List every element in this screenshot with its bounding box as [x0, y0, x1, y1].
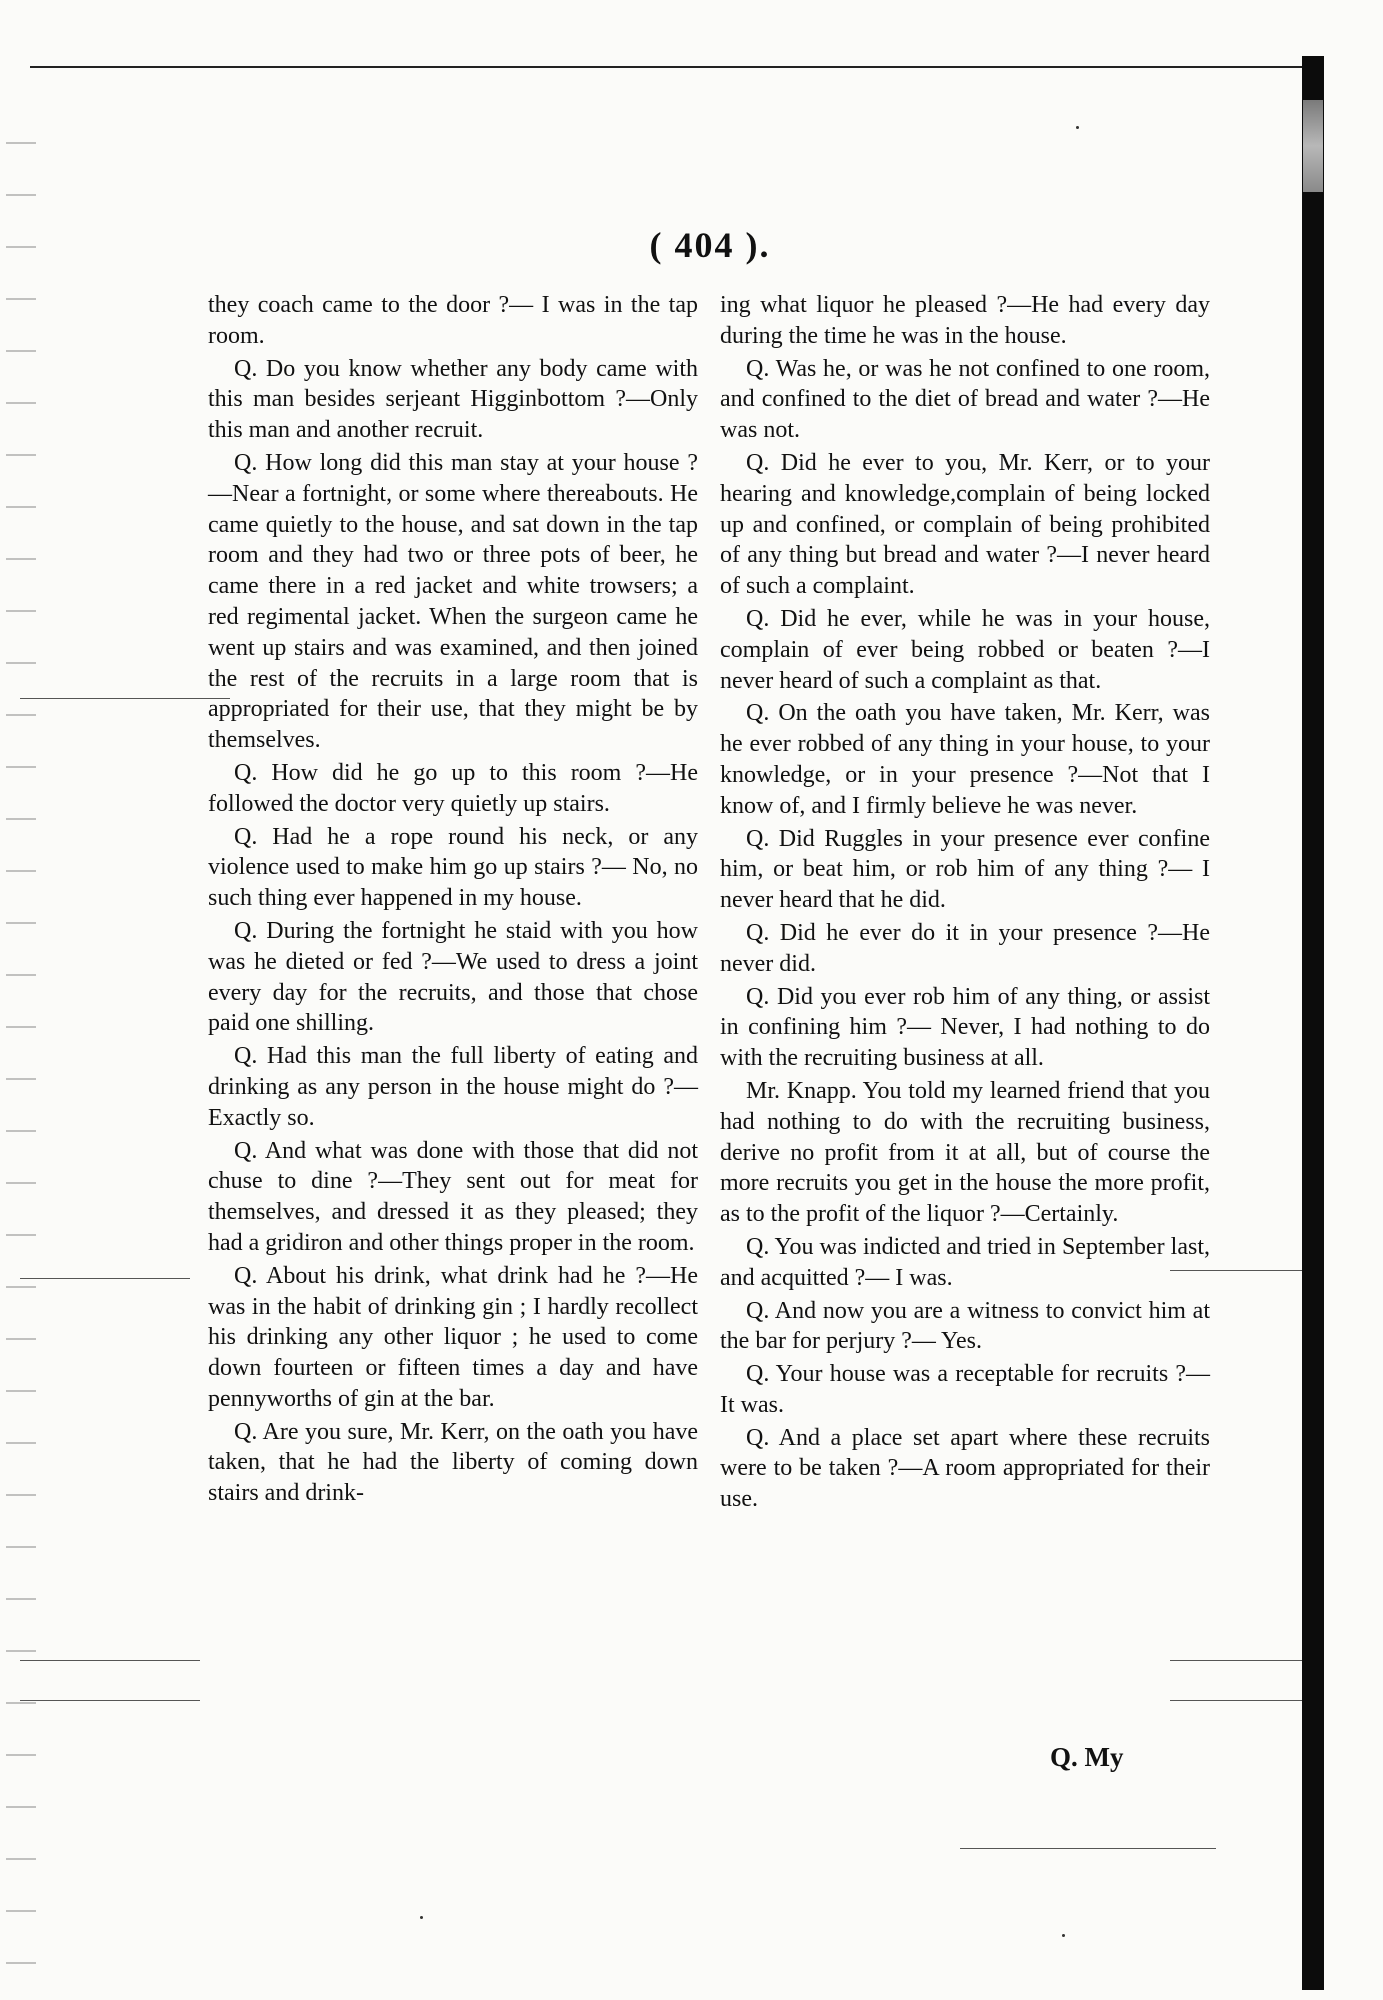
ink-speck: [420, 1916, 423, 1919]
paragraph: Q. Your house was a receptable for recruits ?—It was.: [720, 1361, 1210, 1418]
paragraph: Q. And now you are a witness to convict him at the bar for perjury ?— Yes.: [720, 1297, 1210, 1355]
paragraph: Q. And what was done with those that did not chuse to dine ?—They sent out for meat for themselves, and dressed it as they pleased; they had a gridiron and other things proper in the room.: [208, 1137, 698, 1256]
paragraph: Q. Had he a rope round his neck, or any violence used to make him go up stairs ?— No, no such thing ever happened in my house.: [208, 823, 698, 912]
paragraph: Q. You was indicted and tried in September last, and acquitted ?— I was.: [720, 1233, 1210, 1291]
margin-rule-1: [20, 698, 230, 699]
paragraph: Mr. Knapp. You told my learned friend that you had nothing to do with the recruiting business, derive no profit from it at all, but of course the more recruits you get in the house the more profit, as to the profit of the liquor ?—Certainly.: [720, 1077, 1210, 1228]
page-number: ( 404 ).: [649, 225, 771, 265]
ink-speck: [1076, 126, 1079, 129]
margin-rule-3: [20, 1660, 200, 1661]
scan-edge-highlight: [1303, 100, 1323, 192]
paragraph: Q. And a place set apart where these recruits were to be taken ?—A room appropriated for their use.: [720, 1424, 1210, 1513]
paragraph: Q. Did he ever to you, Mr. Kerr, or to your hearing and knowledge,complain of being locked up and confined, or complain of being prohibited of any thing but bread and water ?—I never heard of such a complaint.: [720, 449, 1210, 600]
paragraph: Q. Did he ever, while he was in your house, complain of ever being robbed or beaten ?—I never heard of such a complaint as that.: [720, 605, 1210, 694]
margin-rule-6: [1170, 1660, 1302, 1661]
paragraph: Q. Did you ever rob him of any thing, or assist in confining him ?— Never, I had nothing to do with the recruiting business at all.: [720, 983, 1210, 1072]
paragraph: Q. How long did this man stay at your house ?—Near a fortnight, or some where thereabouts. He came quietly to the house, and sat down in the tap room and they had two or three pots of beer, he came there in a red jacket and white trowsers; a red regimental jacket. When the surgeon came he went up stairs and was examined, and then joined the rest of the recruits in a large room that is appropriated for their use, that they might be by themselves.: [208, 449, 698, 754]
paragraph: ing what liquor he pleased ?—He had every day during the time he was in the house.: [720, 292, 1210, 349]
top-rule: [30, 66, 1302, 68]
paragraph: Q. Had this man the full liberty of eating and drinking as any person in the house might do ?—Exactly so.: [208, 1043, 698, 1131]
paragraph: Q. How did he go up to this room ?—He followed the doctor very quietly up stairs.: [208, 759, 698, 817]
paragraph: Q. Are you sure, Mr. Kerr, on the oath you have taken, that he had the liberty of coming down stairs and drink-: [208, 1418, 698, 1507]
right-column: [720, 290, 1210, 1517]
bottom-margin-rule: [960, 1848, 1216, 1849]
paragraph: Q. During the fortnight he staid with you how was he dieted or fed ?—We used to dress a joint every day for the recruits, and those that chose paid one shilling.: [208, 917, 698, 1037]
catchword: Q. My: [1050, 1742, 1124, 1772]
paragraph: Q. Was he, or was he not confined to one room, and confined to the diet of bread and water ?—He was not.: [720, 355, 1210, 444]
left-column: [208, 290, 698, 1511]
ink-speck: [1062, 1934, 1065, 1937]
paragraph: Q. On the oath you have taken, Mr. Kerr, was he ever robbed of any thing in your house, to your knowledge, or in your presence ?—Not that I know of, and I firmly believe he was never.: [720, 700, 1210, 819]
paragraph: Q. Did Ruggles in your presence ever confine him, or beat him, or rob him of any thing ?— I never heard that he did.: [720, 825, 1210, 914]
left-margin-ruling: [6, 120, 36, 1970]
margin-rule-2: [20, 1278, 190, 1279]
paragraph: Q. Did he ever do it in your presence ?—He never did.: [720, 919, 1210, 977]
paragraph: they coach came to the door ?— I was in the tap room.: [208, 292, 698, 349]
scan-edge-bar: [1302, 56, 1324, 1990]
margin-rule-7: [1170, 1700, 1302, 1701]
paragraph: Q. About his drink, what drink had he ?—He was in the habit of drinking gin ; I hardly recollect his drinking any other liquor ; he used to come down fourteen or fifteen times a day and have pennyworths of gin at the bar.: [208, 1262, 698, 1412]
margin-rule-4: [20, 1700, 200, 1701]
paragraph: Q. Do you know whether any body came with this man besides serjeant Higginbottom ?—Only this man and another recruit.: [208, 355, 698, 444]
